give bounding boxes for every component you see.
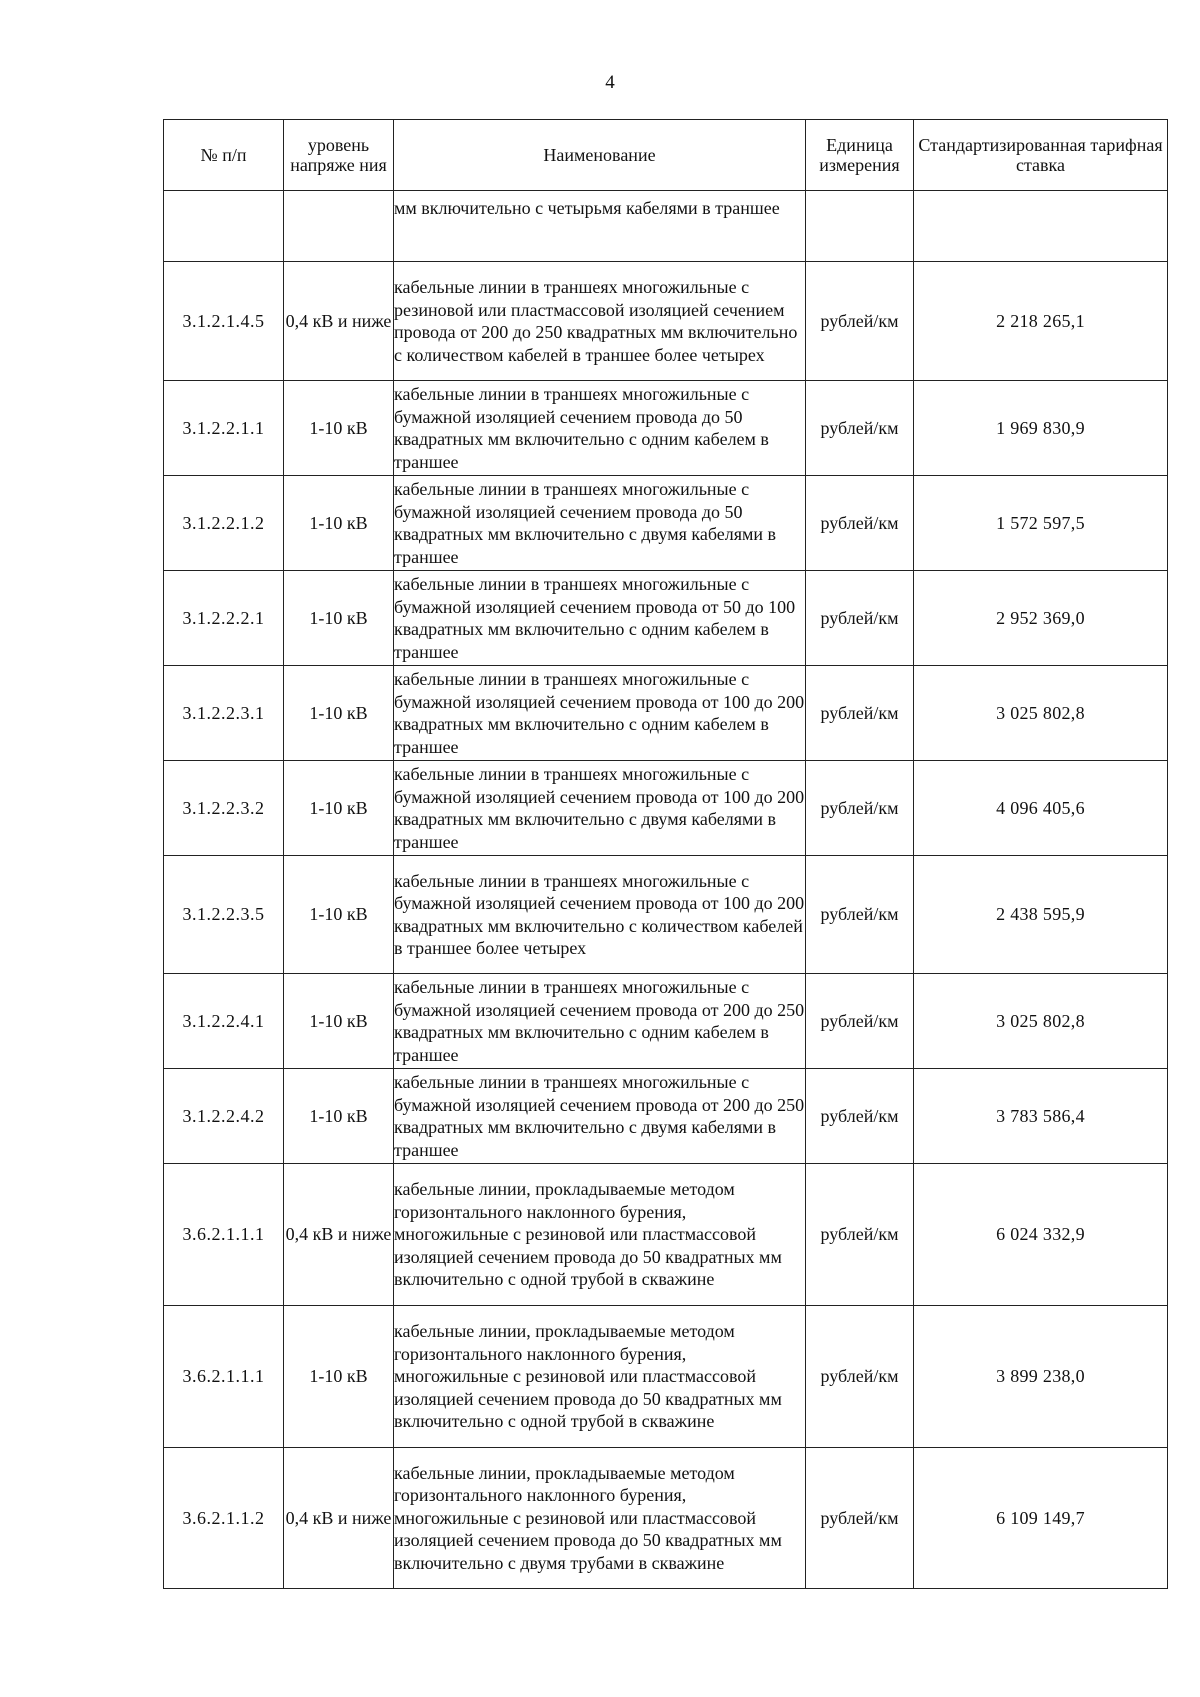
cell-unit: рублей/км — [806, 1069, 914, 1164]
cell-num: 3.6.2.1.1.1 — [164, 1164, 284, 1306]
table-row — [164, 974, 1168, 1069]
cell-rate: 2 218 265,1 — [914, 262, 1168, 381]
table-row — [164, 1164, 1168, 1306]
cell-name: кабельные линии в траншеях многожильные с бумажной изоляцией сечением провода от 100 до 200 квадратных мм включительно с двумя кабелями в траншее — [394, 761, 806, 856]
cell-unit: рублей/км — [806, 761, 914, 856]
cell-name: кабельные линии в траншеях многожильные с бумажной изоляцией сечением провода от 200 до 250 квадратных мм включительно с двумя кабелями в траншее — [394, 1069, 806, 1164]
table-row — [164, 761, 1168, 856]
header-num: № п/п — [164, 120, 284, 191]
cell-name: кабельные линии в траншеях многожильные с бумажной изоляцией сечением провода от 200 до 250 квадратных мм включительно с одним кабелем в траншее — [394, 974, 806, 1069]
table-row — [164, 1306, 1168, 1448]
cell-num: 3.1.2.1.4.5 — [164, 262, 284, 381]
cell-unit: рублей/км — [806, 856, 914, 974]
cell-name: кабельные линии, прокладываемые методом горизонтального наклонного бурения, многожильные с резиновой или пластмассовой изоляцией сечением провода до 50 квадратных мм включительно с одной трубой в скважине — [394, 1164, 806, 1306]
cell-name: кабельные линии в траншеях многожильные с бумажной изоляцией сечением провода от 100 до 200 квадратных мм включительно с количеством кабелей в траншее более четырех — [394, 856, 806, 974]
cell-name: кабельные линии, прокладываемые методом горизонтального наклонного бурения, многожильные с резиновой или пластмассовой изоляцией сечением провода до 50 квадратных мм включительно с одной трубой в скважине — [394, 1306, 806, 1448]
cell-rate: 1 572 597,5 — [914, 476, 1168, 571]
cell-unit: рублей/км — [806, 262, 914, 381]
cell-voltage: 1-10 кВ — [284, 666, 394, 761]
table-row — [164, 476, 1168, 571]
cell-rate: 3 899 238,0 — [914, 1306, 1168, 1448]
cell-voltage: 0,4 кВ и ниже — [284, 1448, 394, 1589]
cell-voltage: 0,4 кВ и ниже — [284, 262, 394, 381]
table-row — [164, 262, 1168, 381]
cell-voltage: 1-10 кВ — [284, 381, 394, 476]
cell-voltage: 0,4 кВ и ниже — [284, 1164, 394, 1306]
cell-unit: рублей/км — [806, 476, 914, 571]
page-number: 4 — [605, 72, 615, 93]
cell-num: 3.1.2.2.4.1 — [164, 974, 284, 1069]
cell-name: кабельные линии в траншеях многожильные с бумажной изоляцией сечением провода от 100 до 200 квадратных мм включительно с одним кабелем в траншее — [394, 666, 806, 761]
cell-voltage: 1-10 кВ — [284, 974, 394, 1069]
cell-name: кабельные линии в траншеях многожильные с бумажной изоляцией сечением провода до 50 квадратных мм включительно с одним кабелем в траншее — [394, 381, 806, 476]
cell-num: 3.1.2.2.3.1 — [164, 666, 284, 761]
cell-voltage: 1-10 кВ — [284, 571, 394, 666]
cell-voltage: 1-10 кВ — [284, 1306, 394, 1448]
header-rate: Стандартизированная тарифная ставка — [914, 120, 1168, 191]
table-row — [164, 1448, 1168, 1589]
cell-voltage: 1-10 кВ — [284, 476, 394, 571]
table-row — [164, 381, 1168, 476]
table-row-continuation — [164, 191, 1168, 262]
cell-rate: 4 096 405,6 — [914, 761, 1168, 856]
cell-unit: рублей/км — [806, 974, 914, 1069]
tariff-table — [163, 119, 1168, 1589]
cell-rate: 3 783 586,4 — [914, 1069, 1168, 1164]
cell-rate — [914, 191, 1168, 262]
cell-rate: 6 024 332,9 — [914, 1164, 1168, 1306]
cell-num: 3.6.2.1.1.2 — [164, 1448, 284, 1589]
cell-num: 3.1.2.2.1.1 — [164, 381, 284, 476]
cell-unit: рублей/км — [806, 571, 914, 666]
cell-unit: рублей/км — [806, 666, 914, 761]
cell-rate: 2 438 595,9 — [914, 856, 1168, 974]
cell-num: 3.1.2.2.3.5 — [164, 856, 284, 974]
table-row — [164, 666, 1168, 761]
cell-unit — [806, 191, 914, 262]
table-body — [164, 191, 1168, 1589]
cell-unit: рублей/км — [806, 1164, 914, 1306]
cell-num: 3.1.2.2.2.1 — [164, 571, 284, 666]
header-name: Наименование — [394, 120, 806, 191]
cell-voltage: 1-10 кВ — [284, 1069, 394, 1164]
table-row — [164, 856, 1168, 974]
cell-num: 3.1.2.2.1.2 — [164, 476, 284, 571]
cell-unit: рублей/км — [806, 1448, 914, 1589]
cell-name: кабельные линии в траншеях многожильные с бумажной изоляцией сечением провода до 50 квадратных мм включительно с двумя кабелями в траншее — [394, 476, 806, 571]
header-voltage: уровень напряже ния — [284, 120, 394, 191]
cell-num: 3.1.2.2.4.2 — [164, 1069, 284, 1164]
table-row — [164, 1069, 1168, 1164]
cell-unit: рублей/км — [806, 1306, 914, 1448]
cell-name: мм включительно с четырьмя кабелями в траншее — [394, 191, 806, 262]
cell-rate: 3 025 802,8 — [914, 666, 1168, 761]
table-row — [164, 571, 1168, 666]
header-unit: Единица измерения — [806, 120, 914, 191]
cell-name: кабельные линии, прокладываемые методом горизонтального наклонного бурения, многожильные с резиновой или пластмассовой изоляцией сечением провода до 50 квадратных мм включительно с двумя трубами в скважине — [394, 1448, 806, 1589]
cell-unit: рублей/км — [806, 381, 914, 476]
cell-rate: 2 952 369,0 — [914, 571, 1168, 666]
cell-rate: 1 969 830,9 — [914, 381, 1168, 476]
cell-num: 3.6.2.1.1.1 — [164, 1306, 284, 1448]
cell-voltage: 1-10 кВ — [284, 856, 394, 974]
cell-rate: 3 025 802,8 — [914, 974, 1168, 1069]
table-header — [164, 120, 1168, 191]
cell-num — [164, 191, 284, 262]
cell-rate: 6 109 149,7 — [914, 1448, 1168, 1589]
cell-num: 3.1.2.2.3.2 — [164, 761, 284, 856]
cell-voltage — [284, 191, 394, 262]
cell-voltage: 1-10 кВ — [284, 761, 394, 856]
cell-name: кабельные линии в траншеях многожильные с бумажной изоляцией сечением провода от 50 до 100 квадратных мм включительно с одним кабелем в траншее — [394, 571, 806, 666]
cell-name: кабельные линии в траншеях многожильные с резиновой или пластмассовой изоляцией сечением провода от 200 до 250 квадратных мм включительно с количеством кабелей в траншее более четырех — [394, 262, 806, 381]
